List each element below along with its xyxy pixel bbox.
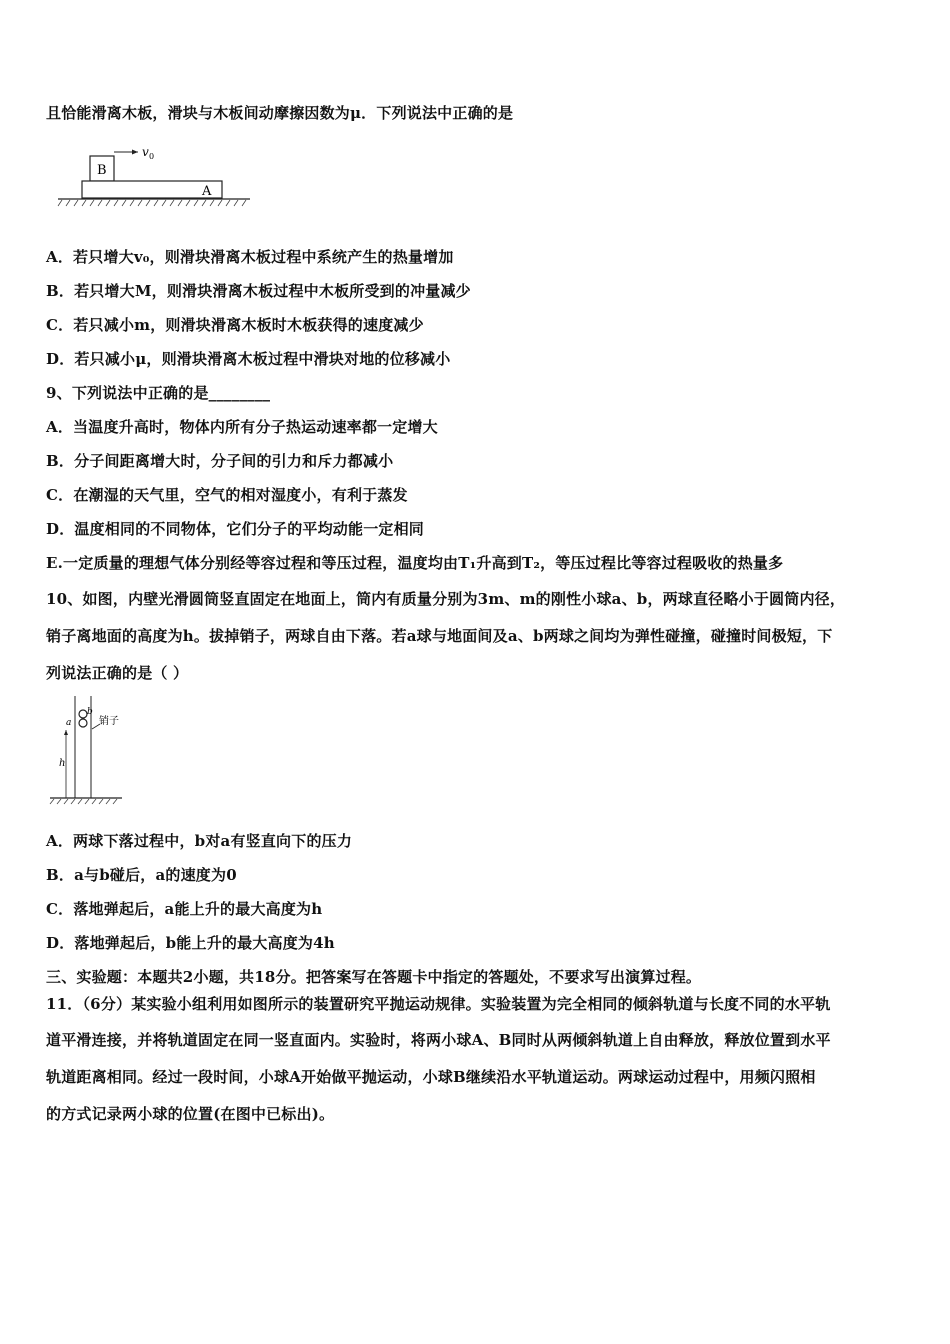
block-board-figure	[54, 140, 254, 212]
section-3-heading: 三、实验题：本题共2小题，共18分。把答案写在答题卡中指定的答题处，不要求写出演算过程。	[46, 968, 702, 986]
q10-option-a: A．两球下落过程中，b对a有竖直向下的压力	[46, 832, 353, 850]
q8-option-d: D．若只减小μ，则滑块滑离木板过程中滑块对地的位移减小	[46, 350, 451, 368]
q11-line-4: 的方式记录两小球的位置(在图中已标出)。	[46, 1105, 335, 1123]
q8-option-c: C．若只减小m，则滑块滑离木板时木板获得的速度减少	[46, 316, 424, 334]
velocity-label: v	[142, 145, 149, 159]
ball-a	[79, 719, 87, 727]
question-intro: 且恰能滑离木板，滑块与木板间动摩擦因数为μ．下列说法中正确的是	[46, 104, 514, 122]
block-b-label: B	[97, 163, 107, 178]
cylinder-figure	[46, 694, 126, 806]
q10-stem-line-1: 10、如图，内壁光滑圆筒竖直固定在地面上，筒内有质量分别为3m、m的刚性小球a、b，两球直径略小于圆筒内径，	[46, 590, 846, 608]
board-a	[82, 181, 222, 198]
pin-label: 销子	[99, 716, 119, 727]
q9-option-a: A．当温度升高时，物体内所有分子热运动速率都一定增大	[46, 418, 438, 436]
board-a-label: A	[202, 184, 212, 199]
q9-option-e: E.一定质量的理想气体分别经等容过程和等压过程，温度均由T₁升高到T₂，等压过程比等容过程吸收的热量多	[46, 554, 784, 572]
velocity-arrowhead	[132, 150, 138, 155]
q9-option-b: B．分子间距离增大时，分子间的引力和斥力都减小	[46, 452, 394, 470]
q10-option-c: C．落地弹起后，a能上升的最大高度为h	[46, 900, 323, 918]
q10-option-b: B．a与b碰后，a的速度为0	[46, 866, 237, 884]
q8-option-b: B．若只增大M，则滑块滑离木板过程中木板所受到的冲量减少	[46, 282, 471, 300]
q11-line-2: 道平滑连接，并将轨道固定在同一竖直面内。实验时，将两小球A、B同时从两倾斜轨道上自由释放，释放位置到水平	[46, 1031, 831, 1049]
q11-line-3: 轨道距离相同。经过一段时间，小球A开始做平抛运动，小球B继续沿水平轨道运动。两球运动过程中，用频闪照相	[46, 1068, 816, 1086]
q10-option-d: D．落地弹起后，b能上升的最大高度为4h	[46, 934, 335, 952]
q9-option-c: C．在潮湿的天气里，空气的相对湿度小，有利于蒸发	[46, 486, 408, 504]
height-arrowhead	[64, 730, 68, 735]
q10-stem-line-2: 销子离地面的高度为h。拔掉销子，两球自由下落。若a球与地面间及a、b两球之间均为弹性碰撞，碰撞时间极短，下	[46, 627, 833, 645]
ball-a-label: a	[66, 718, 72, 728]
q9-option-d: D．温度相同的不同物体，它们分子的平均动能一定相同	[46, 520, 425, 538]
ball-b-label: b	[87, 707, 93, 717]
ground-hatching	[58, 200, 246, 206]
velocity-subscript: 0	[149, 152, 155, 161]
ball-b	[79, 710, 87, 718]
ground-hatching	[50, 799, 117, 804]
height-label: h	[59, 758, 66, 769]
q8-option-a: A．若只增大v₀，则滑块滑离木板过程中系统产生的热量增加	[46, 248, 454, 266]
q10-stem-line-3: 列说法正确的是（ ）	[46, 664, 189, 682]
q9-stem: 9、下列说法中正确的是________	[46, 384, 271, 402]
q11-line-1: 11．（6分）某实验小组利用如图所示的装置研究平抛运动规律。实验装置为完全相同的倾斜轨道与长度不同的水平轨	[46, 995, 831, 1013]
